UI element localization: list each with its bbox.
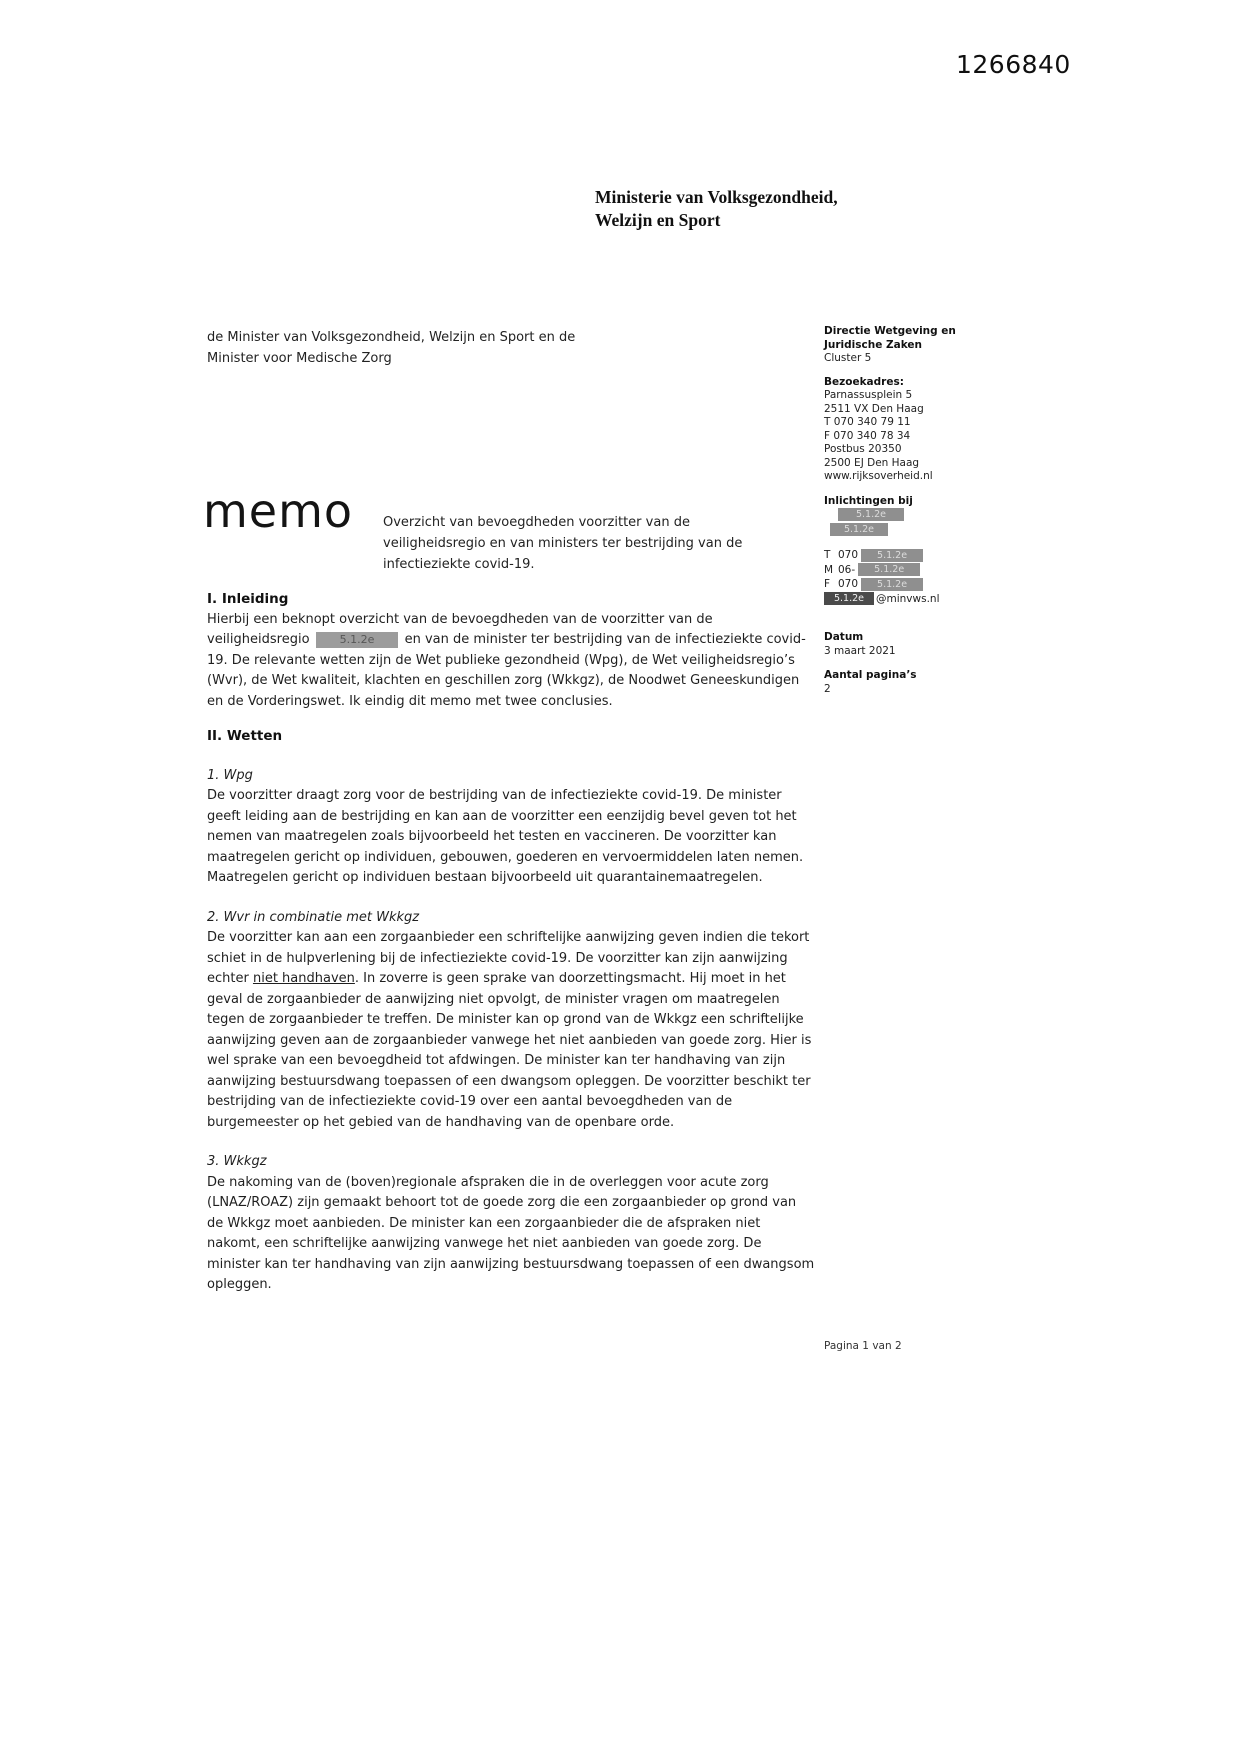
page-footer: Pagina 1 van 2 [824,1340,902,1352]
paragraph-text: De voorzitter kan aan een zorgaanbieder een schriftelijke aanwijzing geven indien die tekort schiet in de hulpverlening bij de infectieziekte covid-19. De voorzitter kan zijn aanwijzing echter [207,930,810,986]
spacer [824,538,1024,548]
memo-body [207,589,815,1296]
redaction-box: 5.1.2e [858,563,920,576]
subsection-title-wkkgz: 3. Wkkgz [207,1154,267,1169]
addressee-line-1: de Minister van Volksgezondheid, Welzijn en Sport en de [207,330,576,345]
cluster-label: Cluster 5 [824,352,872,364]
phone-line-f [824,577,1024,592]
subsection-title-wpg: 1. Wpg [207,767,253,783]
sidebar [824,325,1024,696]
subsection-title-wvr: 2. Wvr in combinatie met Wkkgz [207,909,420,925]
spacer [824,366,1024,376]
email-line [824,592,1024,607]
phone-prefix: F [824,578,831,590]
address-line: F 070 340 78 34 [824,429,911,442]
directorate-name [824,325,1024,352]
paragraph-text: Hierbij een beknopt overzicht van de bevoegdheden van de voorzitter van de veiligheidsregio [207,611,713,647]
subject-line-3: infectieziekte covid-19. [383,557,535,572]
inquiries-redactions [824,508,1024,536]
addressee-block [207,327,575,369]
inline-redaction-box: 5.1.2e [316,632,399,648]
directorate-line-1: Directie Wetgeving en [824,325,956,337]
address-line: T 070 340 79 11 [824,416,911,428]
subject-line-1: Overzicht van bevoegdheden voorzitter van de [383,515,690,530]
subject-line-2: veiligheidsregio en van ministers ter bestrijding van de [383,536,743,551]
email-suffix: @minvws.nl [876,592,940,605]
phone-prefix: M [824,563,834,576]
redaction-box: 5.1.2e [830,523,888,536]
paragraph-inleiding [207,610,815,713]
redaction-box: 5.1.2e [861,578,923,591]
phone-line-t [824,548,1024,563]
paragraph-text: . In zoverre is geen sprake van doorzettingsmacht. Hij moet in het geval de zorgaanbieder de aanwijzing niet opvolgt, de minister vragen om maatregelen tegen de zorgaanbieder te treffen. De minister kan op grond van de Wkkgz een schriftelijke aanwijzing geven aan de zorgaanbieder vanwege het niet aanbieden van goede zorg. Hier is wel sprake van een bevoegdheid tot afdwingen. De minister kan ter handhaving van zijn aanwijzing bestuursdwang toepassen of een dwangsom opleggen. De voorzitter beschikt ter bestrijding van de infectieziekte covid-19 over een aantal bevoegdheden van de burgemeester op het gebied van de handhaving van de openbare orde. [207,971,812,1130]
section-title-inleiding: I. Inleiding [207,591,289,607]
ministry-header [595,186,838,232]
memo-subject [383,512,742,575]
spacer [824,484,1024,495]
doc-number: 1266840 [956,50,1071,79]
phone-number: 070 [838,549,859,561]
spacer [824,658,1024,669]
redaction-box: 5.1.2e [824,592,874,605]
addressee-line-2: Minister voor Medische Zorg [207,351,392,366]
date-label: Datum [824,631,864,643]
paragraph-text: en van de minister ter bestrijding van de infectieziekte covid-19. De relevante wetten zijn de Wet publieke gezondheid (Wpg), de Wet veiligheidsregio’s (Wvr), de Wet kwaliteit, klachten en geschillen zorg (Wkkgz), de Noodwet Geneeskundigen en de Vorderingswet. Ik eindig dit memo met twee conclusies. [207,632,806,709]
phone-number: 070 [838,578,859,590]
memo-title: memo [203,484,354,538]
address-line: Parnassusplein 5 [824,389,913,401]
address-line: 2511 VX Den Haag [824,402,924,415]
section-title-wetten: II. Wetten [207,728,283,744]
address-line: 2500 EJ Den Haag [824,456,920,469]
website-text: www.rijksoverheid.nl [824,470,933,482]
ministry-line-1: Ministerie van Volksgezondheid, [595,187,838,207]
paragraph-wpg: De voorzitter draagt zorg voor de bestrijding van de infectieziekte covid-19. De minister geeft leiding aan de bestrijding en kan aan de voorzitter een eenzijdig bevel geven tot het nemen van maatregelen zoals bijvoorbeeld het testen en vaccineren. De voorzitter kan maatregelen gericht op individuen, gebouwen, goederen en vervoermiddelen laten nemen. Maatregelen gericht op individuen bestaan bijvoorbeeld uit quarantainemaatregelen. [207,788,804,885]
directorate-line-2: Juridische Zaken [824,338,922,351]
underlined-phrase: niet handhaven [252,971,355,986]
paragraph-wvr [207,928,815,1133]
spacer [824,606,1024,631]
page-count-label: Aantal pagina’s [824,669,917,681]
visit-address-label: Bezoekadres: [824,375,904,388]
ministry-line-2: Welzijn en Sport [595,210,721,230]
redaction-box: 5.1.2e [838,508,904,521]
redaction-box: 5.1.2e [861,549,923,562]
date-value: 3 maart 2021 [824,644,896,657]
phone-number: 06- [838,563,856,576]
address-line: Postbus 20350 [824,443,902,455]
inquiries-label: Inlichtingen bij [824,494,913,507]
phone-line-m [824,563,1024,578]
paragraph-wkkgz: De nakoming van de (boven)regionale afspraken die in de overleggen voor acute zorg (LNAZ/ROAZ) zijn gemaakt behoort tot de goede zorg die een zorgaanbieder op grond van de Wkkgz moet aanbieden. De minister kan een zorgaanbieder die de afspraken niet nakomt, een schriftelijke aanwijzing vanwege het niet aanbieden van goede zorg. De minister kan ter handhaving van zijn aanwijzing bestuursdwang toepassen of een dwangsom opleggen. [207,1174,815,1292]
phone-prefix: T [824,549,831,561]
page-count-value: 2 [824,682,831,695]
